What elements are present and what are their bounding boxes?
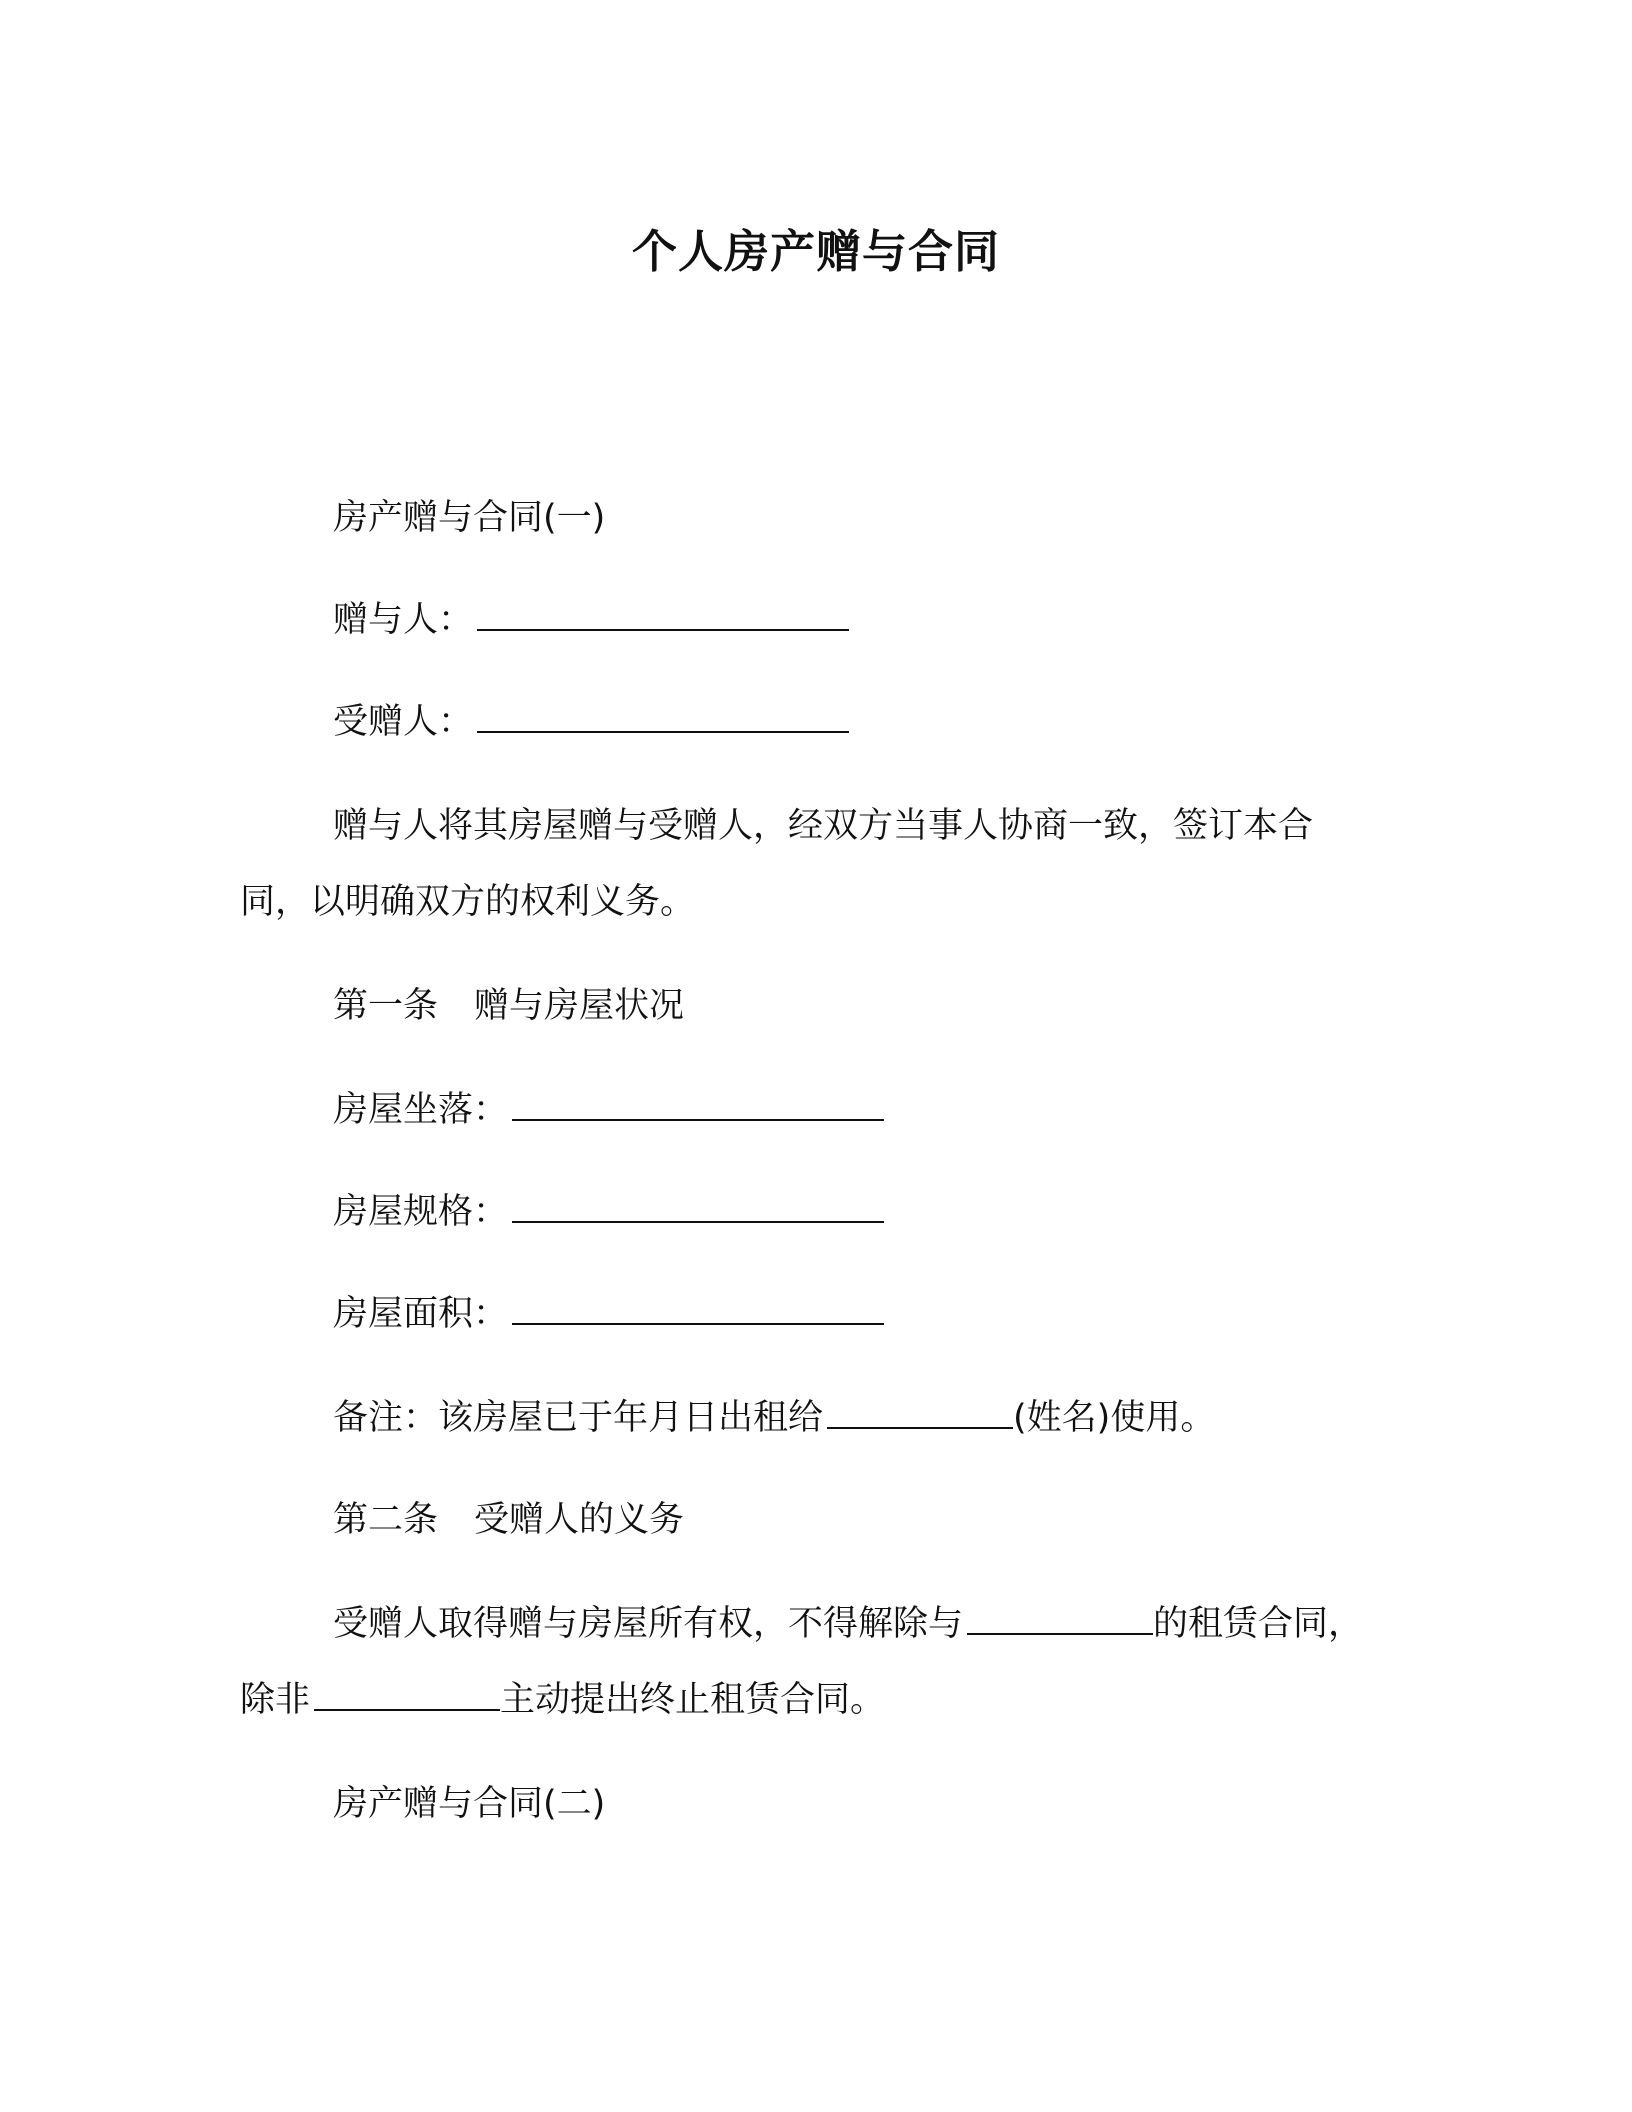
tenant-name-blank [827, 1397, 1013, 1429]
lessee-blank [967, 1603, 1153, 1635]
donee-line [333, 698, 849, 746]
section-heading-two: 房产赠与合同(二) [333, 1784, 606, 1824]
article-one-heading [333, 982, 684, 1030]
intro-paragraph-line2: 同，以明确双方的权利义务。 [240, 882, 696, 922]
location-label: 房屋坐落： [333, 1090, 509, 1130]
donor-blank [477, 599, 849, 631]
note-suffix: (姓名)使用。 [1013, 1398, 1216, 1438]
donee-blank [477, 701, 849, 733]
spec-line [333, 1188, 884, 1236]
area-blank [512, 1293, 884, 1325]
donor-label: 赠与人： [333, 600, 474, 640]
location-blank [512, 1089, 884, 1121]
article-two-title: 受赠人的义务 [474, 1500, 685, 1540]
spec-label: 房屋规格： [333, 1192, 509, 1232]
spec-blank [512, 1191, 884, 1223]
obligation-text-c: 除非 [240, 1680, 311, 1720]
terminating-party-blank [314, 1679, 500, 1711]
area-line [333, 1290, 884, 1338]
article-one-number: 第一条 [333, 986, 439, 1026]
obligation-line2 [240, 1676, 885, 1724]
document-title: 个人房产赠与合同 [631, 225, 1000, 278]
obligation-text-a: 受赠人取得赠与房屋所有权，不得解除与 [333, 1604, 964, 1644]
donor-line [333, 596, 849, 644]
note-prefix: 备注：该房屋已于年月日出租给 [333, 1398, 824, 1438]
obligation-text-b: 的租赁合同， [1153, 1604, 1364, 1644]
section-heading-one: 房产赠与合同(一) [333, 498, 606, 538]
article-two-heading [333, 1496, 684, 1544]
area-label: 房屋面积： [333, 1294, 509, 1334]
obligation-line1 [333, 1600, 1363, 1648]
donee-label: 受赠人： [333, 702, 474, 742]
location-line [333, 1086, 884, 1134]
obligation-text-d: 主动提出终止租赁合同。 [500, 1680, 886, 1720]
intro-paragraph-line1: 赠与人将其房屋赠与受赠人，经双方当事人协商一致，签订本合 [333, 806, 1314, 846]
note-line [333, 1394, 1215, 1442]
article-two-number: 第二条 [333, 1500, 439, 1540]
article-one-title: 赠与房屋状况 [474, 986, 685, 1026]
